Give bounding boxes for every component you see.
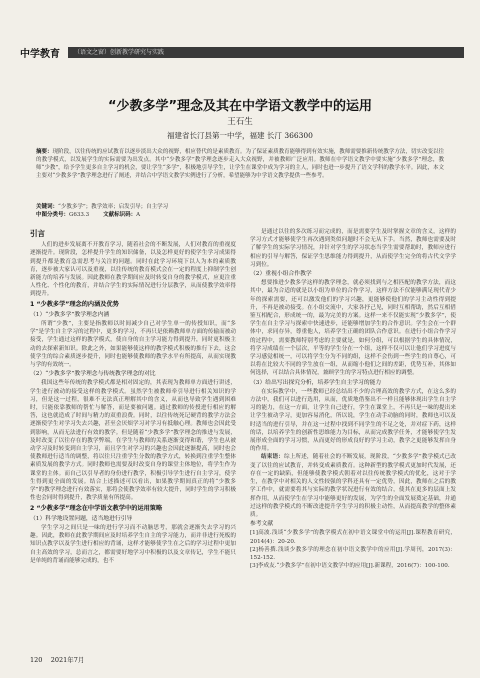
section-2-3-heading: （3）给出写出探究分析，培养学生自主学习的能力 bbox=[250, 379, 382, 386]
left-column bbox=[30, 228, 236, 565]
conclusion-label: 结束语： bbox=[261, 454, 284, 461]
references-heading: 参考文献 bbox=[250, 521, 274, 528]
section-1-2-paragraph: 我国这些年传统的教学模式都是相对固定的，其表现为教师单方面进行讲述，学生进行被动的接受这样的教学模式。虽然学生被教师牵引导进行相关知识的学习，但是这一过程，很难不无法真正理解其中的含义，从而也导致学生遇到困难时，只能依靠教师的帮忙与解答，而是要被问题。通过教师的传授进行相应的解答，这也就造成了时间与精力的双重浪费。同时，以往传统死记硬背的教学方法会逐渐使学生对学习失去兴趣，甚至会厌烦学习对学习有抵触心理。教师也会因此受到影响，从而无法进行有效的教学。但是随着“少教多学”教学理念的推进与发展，及时改变了以往存在的教学弊端，在学生与教师的关系逐渐变得和谐，学生也从被动学习及时转变到自主学习，而且学生对学习的兴趣也会因此逐渐提高，同时也会使教师进行适当的调整，将以往只注重学生分数的教学方式，转换到注重学生整体素质发展的教学方式。同时教师也需要及时改变自身的课堂主体地位，将学生作为课堂的主体。而自己以引导者的身份进行教学，积极引导学生进行自主学习，使学生得到更全面的发展。结合上述描述可以看出，如果教学期间真正的将“少教多学”的教学理念进行有效落实，那将会使教学效率有较大提升，同时学生的学习积极性也会同时得到提升，教学质量有所提高。 bbox=[30, 380, 236, 502]
section-1-1-heading: （1）“少教多学”教学理念内涵 bbox=[30, 311, 110, 318]
abstract bbox=[36, 148, 444, 180]
keywords-block bbox=[36, 203, 444, 219]
conclusion bbox=[250, 453, 456, 519]
section-1-1-paragraph: 所谓“少教”，主要是指教师以时间减少自己对学生单一的传授知识，而“多学”是学生自主学习的过程中，更多的学习，不再只是依赖教师单方面的传输而被动接受，学生通过这样的教学模式，使自身的自主学习能力得到提升，同时更积极主动的去探索新知识。除此之外，如果能够使这样的教学模式积极的推行下去，这会使学生的综合素质逐步提升，同时也能够使教师的教学水平有所提高，从而实现教与学的有效统一。 bbox=[30, 321, 236, 369]
section-2-heading: 2 “少教多学”理念在中学语文教学中的运用策略 bbox=[30, 504, 163, 512]
header-bar: （语文之窗）创新教学研究与实践 bbox=[68, 47, 464, 58]
section-1-2-heading: （2）“少教多学”教学理念与传统教学理念的对比 bbox=[30, 371, 156, 378]
doc-label: 文献标识码： bbox=[103, 212, 137, 218]
journal-name: 中学教育 bbox=[20, 48, 60, 60]
class-label: 中图分类号： bbox=[36, 212, 70, 218]
intro-heading: 引言 bbox=[30, 229, 45, 238]
abstract-text: 现阶段，以往传统的应试教育以逐步淡出大众的视野，相应替代的是素质教育。为了保证素质教育能够得到有效实施，教师需要推新传统教学方法，切实改变以往的教学模式，以发展学生的实际需要为出发点。其中“少教多学”教学理念逐步走入大众视野，并被教师广泛应用。教师在中学语文教学中要实施“少教多学”理念，教师“少教”，给予学生更多自主学习的机会，要让学生“多学”，积极地引导学生，让学生在课堂中成为学习的主人，同时也进一步提升了语文学科的教学水平。因此，本文主要对“少教多学”教学理念进行了阐述，并结合中学语文教学实例进行了分析，希望能够为中学语文教学提供一些参考。 bbox=[36, 149, 444, 179]
article-title: “少教多学”理念及其在中学语文教学中的运用 bbox=[107, 99, 373, 114]
page-header bbox=[20, 44, 464, 60]
class-number: G633.3 bbox=[69, 212, 90, 218]
section-2-1-heading: （1）科学地设置问题，适当地进行引导 bbox=[30, 515, 133, 522]
section-2-3-paragraph: 在实际教学中，一些教师已经总结出不少的合理高效的教学方式，在这么多的方法中，我们可以进行选用，从而，优质地借鉴出不一样且能够体现出学生自主学习的能力，在这一方面，让学生自己进行，学生在课堂上，不再只是一味的提出来让学生被动学习，更加容易消化，所以说，学生在动手动脑的同时，教师也可以及时适当的进行引导，并在这一过程中找到不同学生的不足之处，并对症下药，这样的话，以培养学生的创新性思维能力为目标，从而完成教学任务，才能够使学生发展形成全面的学习习惯，从而更好的形成良好的学习主动，教学之更能够发挥自身的作用。 bbox=[250, 388, 456, 453]
reference-item: [3]李成友.“少教多学”在初中语文教学中的应用[J].新课程，2016(7)：100-100. bbox=[250, 563, 450, 570]
article-affiliation: 福建省长汀县第一中学，福建 长汀 366300 bbox=[167, 131, 313, 140]
issue-date: 2021年7月 bbox=[50, 656, 85, 664]
section-1-heading: 1 “少教多学”理念的内涵及优势 bbox=[30, 300, 119, 308]
conclusion-text: 综上所述，随着社会的不断发展，现阶段，“少教多学”教学模式已改变了以往的应试教育，并转变成素质教育。这种新型的教学模式更加时代发展，还存在一定的缺陷，但能够使教学模式朝着对以往传统教学模式的优化，这对于学生，在教学中对相关的人文性较强的学科还具有一定优势，因此，教师在之后的教学工作中，就需要将其与实际的教学状况进行有效的结合，使其在更多的层面上发挥作用，从而使学生在学习中能够更好的发展，为学生的全面发展奠定基础，并通过这样的教学模式的不断改进提升学生学习的积极主动性，从而提高教学的整体素质。 bbox=[250, 454, 456, 518]
section-2-2-heading: （2）重视小组合作教学 bbox=[250, 271, 312, 278]
right-column bbox=[250, 228, 456, 570]
keywords-text: “少教多学”；教学效率；启发引导；自主学习 bbox=[58, 204, 169, 210]
intro-paragraph: 人们的进步发展离不开教育学习，随着社会的不断发展，人们对教育的重视度逐渐提升。现阶段，怎样提升学生的知识储备，以及怎样更好的使学生学习成果得到提升都是教育急需思考与关注的问题。同时在此学习环境下以人为本的素质教育，逐步被大家认可以及重视，以往传统的教育模式会在一定的程度上抑制学生创新能力的培养与发展。因此教师在教学期间应及时转变自身的教学模式，应更注重人性化、个性化的教育，并结合学生的实际情况进行分层教学，从而使教学效率得到提升。 bbox=[30, 242, 236, 298]
article-author: 王石生 bbox=[227, 117, 253, 127]
reference-item: [1]高波.浅谈“少教多学”的教学模式在初中语文课堂中的运用[J].课程教育研究，2014(4)：20-20. bbox=[250, 530, 456, 545]
page-footer bbox=[30, 655, 84, 664]
reference-item: [2]杨善撰.浅谈少教多学的理念在初中语文教学中的应用[J].学周刊，2017(3)：152-152. bbox=[250, 546, 456, 561]
continued-paragraph: 是通过以往的多次练习而完成的，而是需要学生及时掌握文章的含义，这样的学习方式才能够使学生再次遇到类似问题时不会无从下手。当然，教师也需要及时了解学生的实际学习情况，并针对学生的学习状态当学生需要帮助时，教师应进行相应的引导与解答，保证学生思维能力得到提升，从而使学生完全的将古代文学学习到位。 bbox=[250, 229, 456, 268]
section-2-2-paragraph: 想要推进少教多学这样的教学理念，就必须找到与之相匹配的教学方法，而这其中，最为合适的就是以小组为单位的合作学习，这样方法不仅能够满足现代青少年的探索需要，还可以激发他们的学习兴趣，更能够使他们的学习主动性得到提升，不再是被动接受。在小组交流中，大家各抒己见，同时互相帮助，然后互相借鉴互相配合，形成统一的，最为完美的方案。这样一来不仅能实现“少教多学”，使学生在自主学习与探索中快速进步，还能够增加学生的合作意识。学生会在一个群体中，求同存异，尊重他人，培养学生正确的团队合作意识。在进行小组合作学习的过程中，需要教师特别考虑的主要就是，如何分组，可以根据学生的具体情况，将学习成绩在一个层次，平等的学生分在一个组，这样不仅可以让他们学习进度与学习感觉相统一，可以将学生分为不同的组，这样不会伤到一些学生的自尊心，可以将在比较大不同的学生放在一组，从而缩小他们之间的差距，优势互补，其体如何选择，可以结合具体情况，兼顾学生的学习特点进行相应的调整。 bbox=[250, 280, 456, 377]
section-2-1-paragraph: 学生学习之间只是一味的进行学习而不动脑思考，那就会逐渐失去学习的兴趣。因此，教师在此教学期间应及时培养学生自主的学习能力，而并非进行死板的知识点教学以及学生进行相应的背诵，这样才能够使学生在之后的学习过程中更加自主高效的学习，总而言之，都需要好地学习中积极的以及文章传记，学生不能只是单纯的背诵而能够完成的，也不 bbox=[30, 524, 236, 564]
doc-code: A bbox=[136, 212, 141, 218]
abstract-label: 摘要： bbox=[36, 149, 53, 155]
page-number: 120 bbox=[30, 656, 43, 664]
keywords-label: 关键词： bbox=[36, 204, 59, 210]
